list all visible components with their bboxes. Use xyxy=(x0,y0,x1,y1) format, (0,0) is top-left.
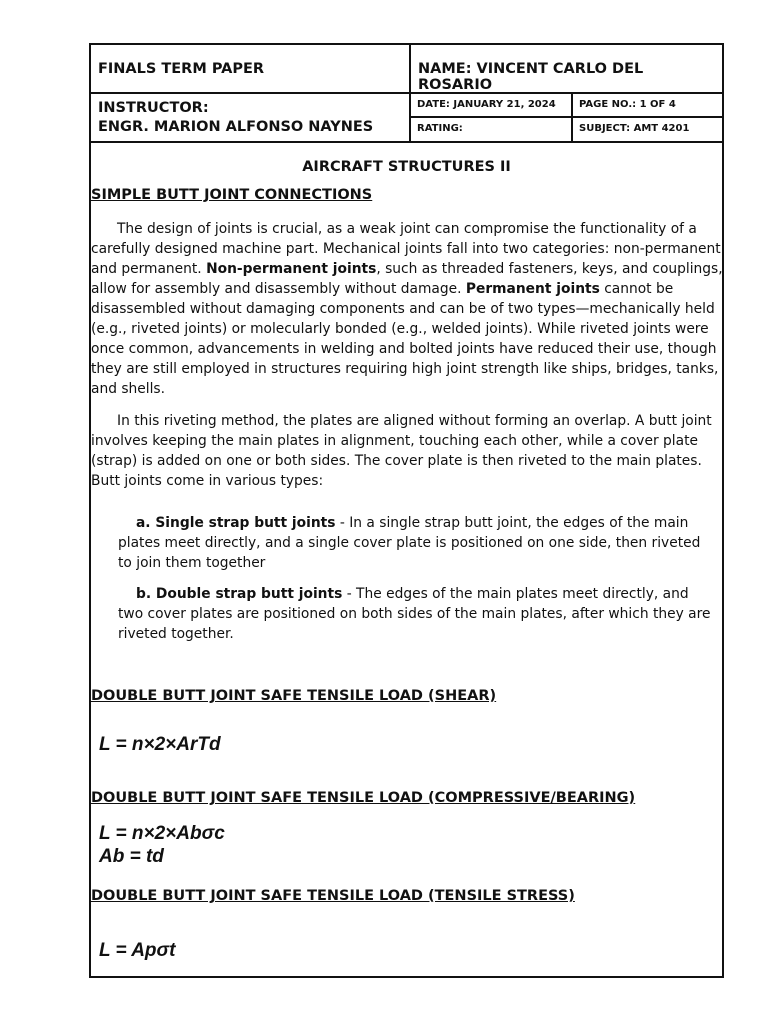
page-number: PAGE NO.: 1 OF 4 xyxy=(579,99,676,110)
item-text: - In a single strap butt joint, the edges of the main plates meet directly, and a single cover plate is positioned on one side, then riveted to join them together xyxy=(118,515,701,571)
document-page xyxy=(89,43,724,978)
paper-type: FINALS TERM PAPER xyxy=(98,61,265,77)
instructor-label: INSTRUCTOR: xyxy=(98,100,209,116)
paragraph-text: The design of joints is crucial, as a weak joint can compromise the functionality of a carefully designed machine part. Mechanical joints fall into two categories: non-permanent and permanent. xyxy=(91,221,721,277)
instructor-name: ENGR. MARION ALFONSO NAYNES xyxy=(98,119,374,135)
rating: RATING: xyxy=(417,123,463,134)
student-name: NAME: VINCENT CARLO DEL ROSARIO xyxy=(418,61,644,93)
subject: SUBJECT: AMT 4201 xyxy=(579,123,690,134)
header-divider xyxy=(571,92,573,141)
instructor xyxy=(98,99,373,137)
paragraph-text: cannot be disassembled without damaging components and can be of two types—mechanically held (e.g., riveted joints) or molecularly bonded (e.g., welded joints). While riveted joints were once common, advancements in welding and bolted joints have reduced their use, though they are still employed in structures requiring high joint strength like ships, bridges, tanks, and shells. xyxy=(91,281,719,397)
paragraph-2: In this riveting method, the plates are aligned without forming an overlap. A butt joint involves keeping the main plates in alignment, touching each other, while a cover plate (strap) is added on one or both sides. The cover plate is then riveted to the main plates. Butt joints come in various types: xyxy=(91,413,712,489)
heading-shear: DOUBLE BUTT JOINT SAFE TENSILE LOAD (SHEAR) xyxy=(91,688,497,704)
term-permanent: Permanent joints xyxy=(465,281,600,297)
list-item-double-strap xyxy=(118,584,718,644)
item-text: - The edges of the main plates meet directly, and two cover plates are positioned on both sides of the main plates, after which they are riveted together. xyxy=(118,586,711,642)
header-divider xyxy=(409,116,722,118)
item-title: b. Double strap butt joints xyxy=(136,586,343,602)
date: DATE: JANUARY 21, 2024 xyxy=(417,99,556,110)
formula-shear: L = n×2×ArTd xyxy=(99,734,221,755)
heading-tensile: DOUBLE BUTT JOINT SAFE TENSILE LOAD (TENSILE STRESS) xyxy=(91,888,575,904)
formula-tensile: L = Apσt xyxy=(99,940,176,961)
section-heading: SIMPLE BUTT JOINT CONNECTIONS xyxy=(91,187,373,203)
formula-bearing-area: Ab = td xyxy=(99,846,164,867)
paragraph-1 xyxy=(91,219,724,399)
heading-bearing: DOUBLE BUTT JOINT SAFE TENSILE LOAD (COMPRESSIVE/BEARING) xyxy=(91,790,636,806)
document-title: AIRCRAFT STRUCTURES II xyxy=(302,159,511,175)
formula-bearing: L = n×2×Abσc xyxy=(99,823,225,844)
header-table xyxy=(91,45,722,143)
item-title: a. Single strap butt joints xyxy=(136,515,336,531)
list-item-single-strap xyxy=(118,513,718,573)
term-nonpermanent: Non-permanent joints xyxy=(206,261,377,277)
paragraph-text: , such as threaded fasteners, keys, and couplings, allow for assembly and disassembly without damage. xyxy=(91,261,723,297)
